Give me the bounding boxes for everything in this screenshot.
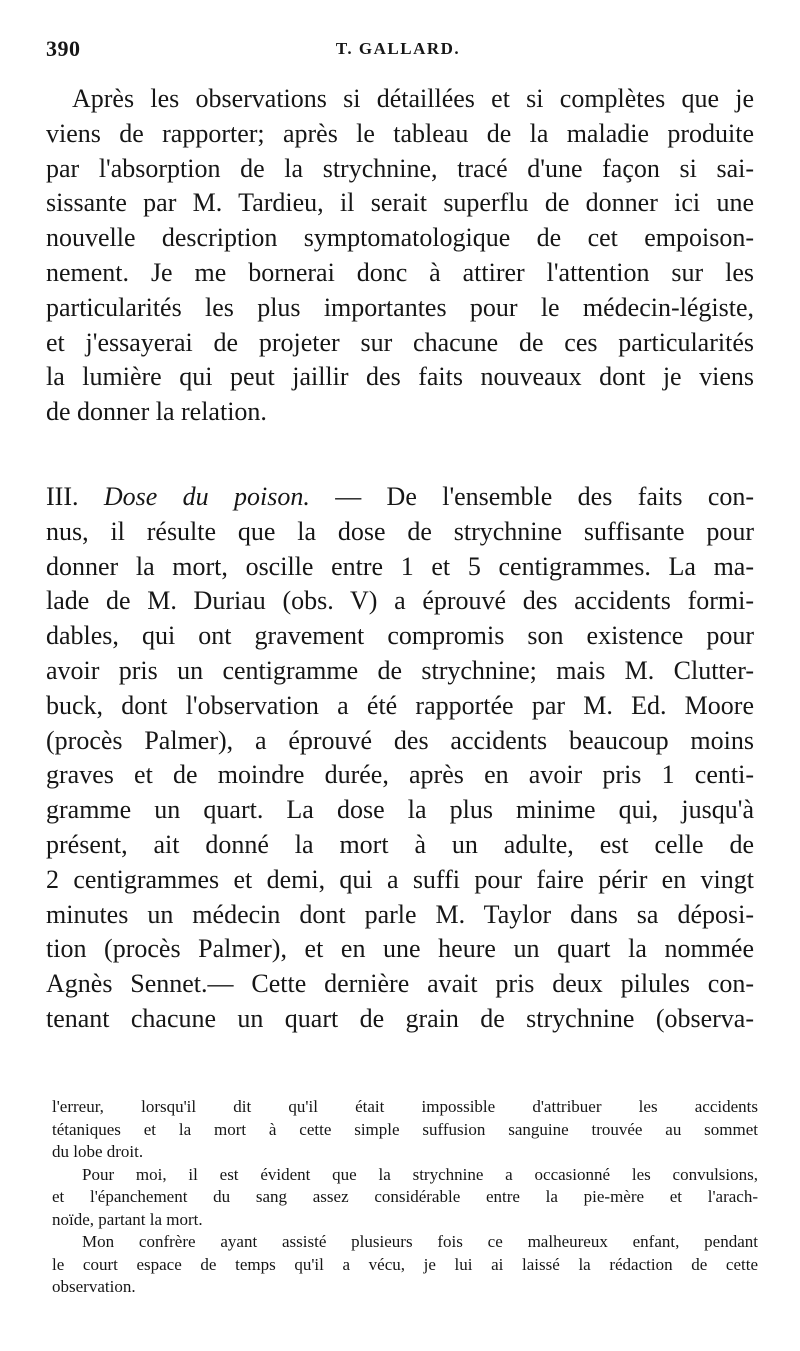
text-line: graves et de moindre durée, après en avoir pris 1 centi- <box>46 760 754 790</box>
text-line: par l'absorption de la strychnine, tracé d'une façon si sai- <box>46 153 754 183</box>
text-line: tion (procès Palmer), et en une heure un quart la nommée <box>46 934 754 964</box>
text-line: donner la mort, oscille entre 1 et 5 centigrammes. La ma- <box>46 551 754 581</box>
section-number: III. <box>46 482 79 511</box>
footnote-block <box>52 1096 758 1299</box>
text-line: nement. Je me bornerai donc à attirer l'attention sur les <box>46 257 754 287</box>
text-line: — De l'ensemble des faits con- <box>335 482 755 511</box>
section-title: Dose du poison. <box>103 482 310 511</box>
text-line: tenant chacune un quart de grain de strychnine (observa- <box>46 1003 754 1033</box>
text-line: de donner la relation. <box>46 397 267 427</box>
text-line: minutes un médecin dont parle M. Taylor dans sa déposi- <box>46 899 754 929</box>
text-line: dables, qui ont gravement compromis son existence pour <box>46 621 754 651</box>
text-line: gramme un quart. La dose la plus minime qui, jusqu'à <box>46 795 754 825</box>
text-line: présent, ait donné la mort à un adulte, est celle de <box>46 829 754 859</box>
text-line: Mon confrère ayant assisté plusieurs fois ce malheureux enfant, pendant <box>82 1232 758 1251</box>
paragraph-observations <box>46 82 754 430</box>
text-line: du lobe droit. <box>52 1142 144 1161</box>
text-line: la lumière qui peut jaillir des faits nouveaux dont je viens <box>46 362 754 392</box>
page-header <box>46 36 750 70</box>
text-line: lade de M. Duriau (obs. V) a éprouvé des accidents formi- <box>46 586 754 616</box>
text-line: (procès Palmer), a éprouvé des accidents beaucoup moins <box>46 725 754 755</box>
text-line: Agnès Sennet.— Cette dernière avait pris deux pilules con- <box>46 969 754 999</box>
text-line: Après les observations si détaillées et si complètes que je <box>72 84 754 113</box>
text-line: observation. <box>52 1277 136 1296</box>
section-heading-line <box>46 480 754 515</box>
page-number: 390 <box>46 36 81 61</box>
text-line: nus, il résulte que la dose de strychnine suffisante pour <box>46 516 754 546</box>
footnote-paragraph <box>52 1164 758 1232</box>
text-line: 2 centigrammes et demi, qui a suffi pour faire périr en vingt <box>46 864 754 894</box>
text-line: noïde, partant la mort. <box>52 1209 203 1229</box>
running-head: T. GALLARD. <box>335 39 461 58</box>
text-line: le court espace de temps qu'il a vécu, je lui ai laissé la rédaction de cette <box>52 1254 758 1274</box>
text-line: buck, dont l'observation a été rapportée par M. Ed. Moore <box>46 690 754 720</box>
text-line: Pour moi, il est évident que la strychnine a occasionné les convulsions, <box>82 1164 758 1184</box>
paragraph-dose-du-poison <box>46 480 754 1037</box>
text-line: avoir pris un centigramme de strychnine; mais M. Clutter- <box>46 655 754 685</box>
footnote-paragraph <box>52 1231 758 1299</box>
text-line: tétaniques et la mort à cette simple suffusion sanguine trouvée au sommet <box>52 1119 758 1139</box>
text-line: viens de rapporter; après le tableau de la maladie produite <box>46 118 754 148</box>
text-line: et j'essayerai de projeter sur chacune de ces particularités <box>46 327 754 357</box>
text-line: l'erreur, lorsqu'il dit qu'il était impossible d'attribuer les accidents <box>52 1097 758 1116</box>
footnote-paragraph <box>52 1096 758 1164</box>
text-line: et l'épanchement du sang assez considérable entre la pie-mère et l'arach- <box>52 1187 758 1206</box>
text-line: sissante par M. Tardieu, il serait superflu de donner ici une <box>46 188 754 218</box>
text-line: particularités les plus importantes pour le médecin-légiste, <box>46 292 754 322</box>
text-line: nouvelle description symptomatologique de cet empoison- <box>46 223 754 253</box>
